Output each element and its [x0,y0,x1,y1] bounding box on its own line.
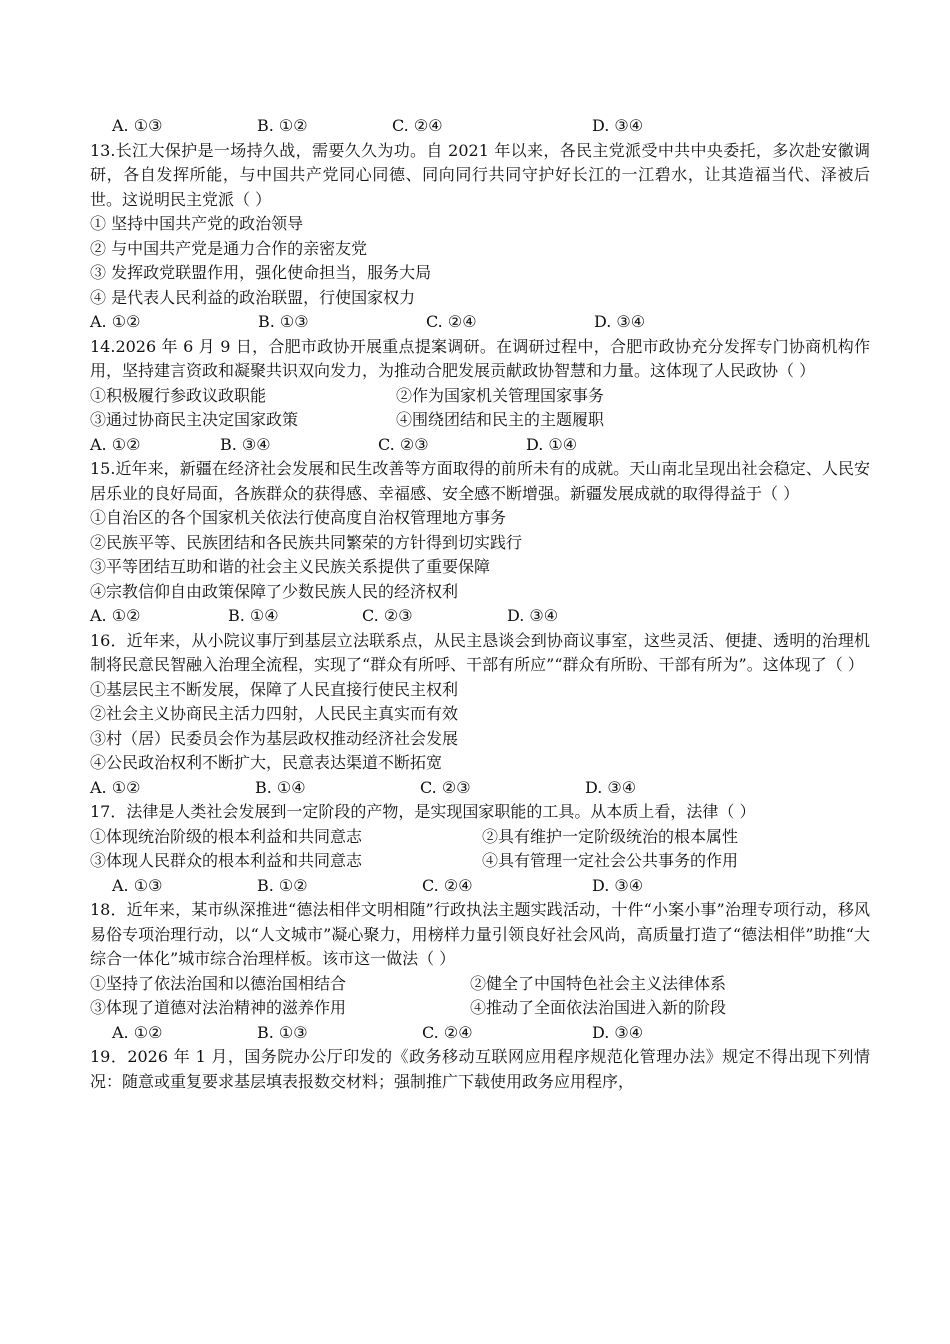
q14-stem: 14.2026 年 6 月 9 日，合肥市政协开展重点提案调研。在调研过程中，合肥市政协充分发挥专门协商机构作用，坚持建言资政和凝聚共识双向发力，为推动合肥发展贡献政协智慧和力量。这体现了人民政协（ ） [90,336,870,380]
q14-statement-1: ①积极履行参政议政职能 [90,385,267,405]
q15-statement-2: ②民族平等、民族团结和各民族共同繁荣的方针得到切实践行 [90,532,523,552]
q17-answers [90,874,870,899]
q16-statement-3: ③村（居）民委员会作为基层政权推动经济社会发展 [90,728,459,748]
q16-statement-1: ①基层民主不断发展，保障了人民直接行使民主权利 [90,679,459,699]
q14-answers [90,433,870,458]
q18-option-c: C. ②④ [422,1022,473,1042]
q13-statement-1: ① 坚持中国共产党的政治领导 [90,214,304,233]
q14-option-d: D. ①④ [526,434,578,454]
q17-statements-row-2 [90,849,870,874]
q18-statement-4: ④推动了全面依法治国进入新的阶段 [470,998,727,1017]
q15-option-d: D. ③④ [507,606,559,625]
q16-statement-4: ④公民政治权利不断扩大，民意表达渠道不断拓宽 [90,753,443,772]
q14-statements-row-1 [90,384,870,409]
exam-content [90,114,870,1094]
q16-option-d: D. ③④ [585,777,637,797]
q13-statement-3: ③ 发挥政党联盟作用，强化使命担当，服务大局 [90,263,432,282]
q12-option-a: A. ①③ [112,116,163,135]
q17-statement-2: ②具有维护一定阶级统治的根本属性 [482,826,739,846]
q13-stem: 13.长江大保护是一场持久战，需要久久为功。自 2021 年以来，各民主党派受中共中央委托，多次赴安徽调研，各自发挥所能，与中国共产党同心同德、同向同行共同守护好长江的一江碧水，让其造福当代、泽被后世。这说明民主党派（ ） [90,140,870,209]
q18-answers [90,1021,870,1046]
q15-statement-1: ①自治区的各个国家机关依法行使高度自治权管理地方事务 [90,508,507,527]
q17-option-a: A. ①③ [112,875,163,895]
q18-option-b: B. ①③ [257,1022,308,1042]
q14-statement-3: ③通过协商民主决定国家政策 [90,410,299,429]
q14-statements-row-2 [90,408,870,433]
q13-statement-2: ② 与中国共产党是通力合作的亲密友党 [90,238,368,258]
q17-statements-row-1 [90,825,870,850]
q14-option-b: B. ③④ [220,434,271,454]
q17-stem: 17．法律是人类社会发展到一定阶段的产物，是实现国家职能的工具。从本质上看，法律（ ） [90,802,756,821]
q16-statement-2: ②社会主义协商民主活力四射，人民民主真实而有效 [90,704,459,723]
q16-option-b: B. ①④ [255,777,306,797]
q16-answers [90,776,870,801]
q12-option-d: D. ③④ [592,116,644,135]
q17-option-c: C. ②④ [422,875,473,895]
q18-statements-row-1 [90,972,870,997]
q13-option-a: A. ①② [90,312,141,331]
q15-option-c: C. ②③ [362,606,413,625]
q12-option-b: B. ①② [257,116,308,135]
q14-statement-4: ④围绕团结和民主的主题履职 [396,410,605,429]
q16-stem: 16．近年来，从小院议事厅到基层立法联系点，从民主恳谈会到协商议事室，这些灵活、便捷、透明的治理机制将民意民智融入治理全流程，实现了“群众有所呼、干部有所应”“群众有所盼、干部有所为”。这体现了（ ） [90,630,870,674]
q18-statement-3: ③体现了道德对法治精神的滋养作用 [90,998,347,1017]
q16-option-a: A. ①② [90,777,141,797]
q15-answers [90,604,870,629]
q15-option-a: A. ①② [90,606,141,625]
q18-statement-1: ①坚持了依法治国和以德治国相结合 [90,973,347,993]
q14-option-a: A. ①② [90,434,141,454]
q17-option-d: D. ③④ [592,875,644,895]
q17-statement-1: ①体现统治阶级的根本利益和共同意志 [90,826,363,846]
q19-stem: 19．2026 年 1 月，国务院办公厅印发的《政务移动互联网应用程序规范化管理办法》规定不得出现下列情况：随意或重复要求基层填表报数交材料；强制推广下载使用政务应用程序， [90,1047,870,1091]
q17-option-b: B. ①② [257,875,308,895]
q14-option-c: C. ②③ [378,434,429,454]
q18-option-d: D. ③④ [592,1022,644,1042]
q15-stem: 15.近年来，新疆在经济社会发展和民生改善等方面取得的前所未有的成就。天山南北呈现出社会稳定、人民安居乐业的良好局面，各族群众的获得感、幸福感、安全感不断增强。新疆发展成就的取得得益于（ ） [90,459,870,503]
q15-statement-4: ④宗教信仰自由政策保障了少数民族人民的经济权利 [90,581,459,601]
q17-statement-4: ④具有管理一定社会公共事务的作用 [482,851,739,870]
q15-statement-3: ③平等团结互助和谐的社会主义民族关系提供了重要保障 [90,557,491,576]
q17-statement-3: ③体现人民群众的根本利益和共同意志 [90,851,363,870]
q13-answers [90,310,870,335]
q18-statement-2: ②健全了中国特色社会主义法律体系 [470,973,727,993]
q13-option-d: D. ③④ [594,312,646,331]
q13-statement-4: ④ 是代表人民利益的政治联盟，行使国家权力 [90,287,416,307]
q18-statements-row-2 [90,996,870,1021]
q13-option-b: B. ①③ [258,312,309,331]
q12-answers [90,114,870,139]
q14-statement-2: ②作为国家机关管理国家事务 [396,385,605,405]
q16-option-c: C. ②③ [420,777,471,797]
q18-stem: 18．近年来，某市纵深推进“德法相伴文明相随”行政执法主题实践活动，十件“小案小事”治理专项行动，移风易俗专项治理行动，以“人文城市”凝心聚力，用榜样力量引领良好社会风尚，高质量打造了“德法相伴”助推“大综合一体化”城市综合治理样板。该市这一做法（ ） [90,900,870,968]
q13-option-c: C. ②④ [426,312,477,331]
q18-option-a: A. ①② [112,1022,163,1042]
q12-option-c: C. ②④ [392,116,443,135]
q15-option-b: B. ①④ [228,606,279,625]
